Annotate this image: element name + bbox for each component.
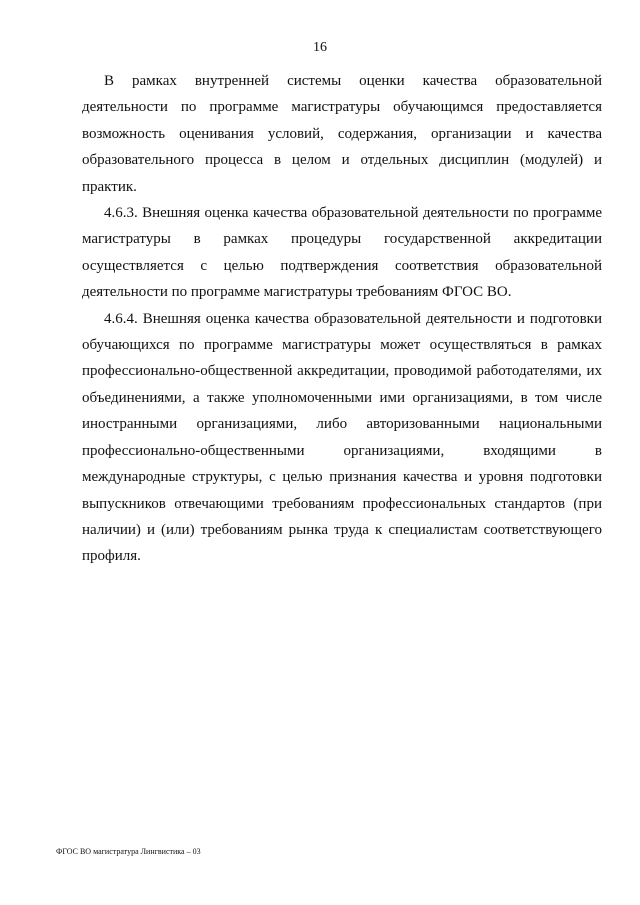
paragraph-4-6-3: 4.6.3. Внешняя оценка качества образовательной деятельности по программе магистратуры в рамках процедуры государственной аккредитации осуществляется с целью подтверждения соответствия образовательной деятельности по программе магистратуры требованиям ФГОС ВО.: [82, 205, 602, 301]
body-text: [82, 68, 602, 570]
paragraph-internal-assessment: В рамках внутренней системы оценки качества образовательной деятельности по программе магистратуры обучающимся предоставляется возможность оценивания условий, содержания, организации и качества образовательного процесса в целом и отдельных дисциплин (модулей) и практик.: [82, 73, 602, 195]
page-footer: ФГОС ВО магистратура Лингвистика – 03: [56, 847, 201, 856]
paragraph-4-6-4: 4.6.4. Внешняя оценка качества образовательной деятельности и подготовки обучающихся по программе магистратуры может осуществляться в рамках профессионально-общественной аккредитации, проводимой работодателями, их объединениями, а также уполномоченными ими организациями, в том числе иностранными организациями, либо авторизованными национальными профессионально-общественными организациями, входящими в международные структуры, с целью признания качества и уровня подготовки выпускников отвечающими требованиям профессиональных стандартов (при наличии) и (или) требованиям рынка труда к специалистам соответствующего профиля.: [82, 310, 602, 565]
page-number: 16: [313, 40, 327, 55]
